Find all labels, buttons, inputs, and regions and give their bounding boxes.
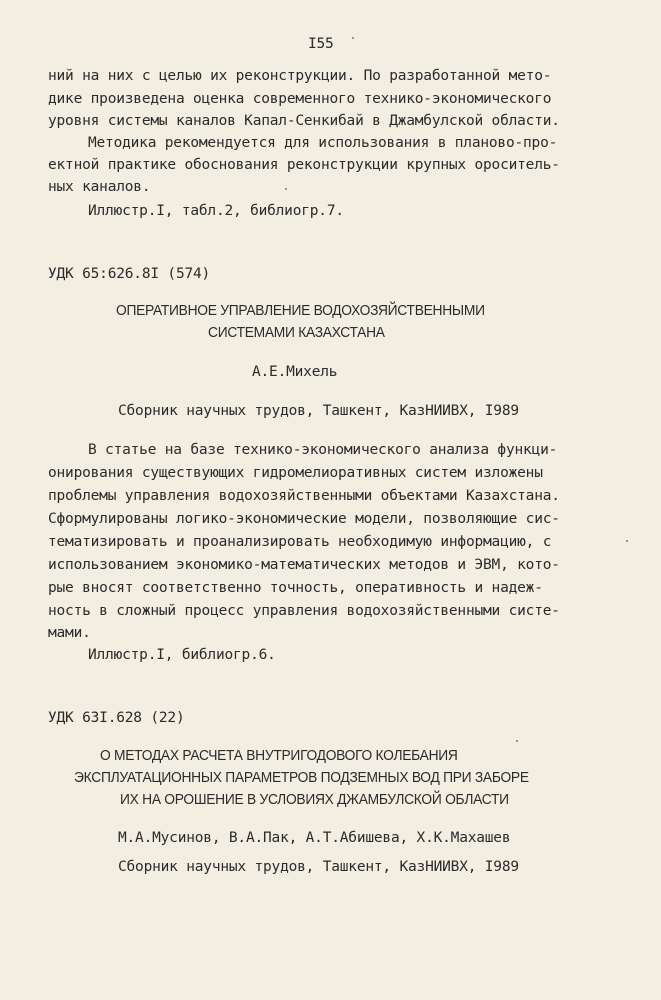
article-source: Сборник научных трудов, Ташкент, КазНИИВХ, I989: [118, 403, 519, 419]
scan-speck: [285, 188, 287, 190]
article-source: Сборник научных трудов, Ташкент, КазНИИВХ, I989: [118, 859, 519, 875]
article-author: А.Е.Михель: [252, 364, 338, 380]
scan-speck: [626, 540, 628, 542]
scan-speck: [516, 740, 518, 742]
article-title-line: ОПЕРАТИВНОЕ УПРАВЛЕНИЕ ВОДОХОЗЯЙСТВЕННЫМИ: [116, 302, 485, 319]
article-title-line: О МЕТОДАХ РАСЧЕТА ВНУТРИГОДОВОГО КОЛЕБАНИЯ: [100, 747, 458, 764]
page-number: I55: [308, 36, 334, 52]
scan-speck: [352, 37, 354, 39]
abstract-line: проблемы управления водохозяйственными объектами Казахстана.: [48, 488, 560, 504]
text-line: ектной практике обоснования реконструкции крупных ороситель-: [48, 157, 560, 173]
abstract-line: Сформулированы логико-экономические модели, позволяющие сис-: [48, 511, 560, 527]
article-title-line: ИХ НА ОРОШЕНИЕ В УСЛОВИЯХ ДЖАМБУЛСКОЙ ОБЛАСТИ: [120, 791, 509, 808]
text-line: ных каналов.: [48, 179, 151, 195]
abstract-line: В статье на базе технико-экономического анализа функци-: [88, 442, 558, 458]
references-line: Иллюстр.I, библиогр.6.: [88, 647, 276, 663]
abstract-line: тематизировать и проанализировать необходимую информацию, с: [48, 534, 552, 550]
references-line: Иллюстр.I, табл.2, библиогр.7.: [88, 203, 344, 219]
text-line: уровня системы каналов Капал-Сенкибай в Джамбулской области.: [48, 113, 560, 129]
text-line: ний на них с целью их реконструкции. По разработанной мето-: [48, 68, 552, 84]
article-title-line: ЭКСПЛУАТАЦИОННЫХ ПАРАМЕТРОВ ПОДЗЕМНЫХ ВОД ПРИ ЗАБОРЕ: [74, 769, 529, 786]
abstract-line: мами.: [48, 625, 91, 641]
abstract-line: использованием экономико-математических методов и ЭВМ, кото-: [48, 557, 560, 573]
abstract-line: ность в сложный процесс управления водохозяйственными систе-: [48, 603, 560, 619]
abstract-line: рые вносят соответственно точность, оперативность и надеж-: [48, 580, 543, 596]
article-title-line: СИСТЕМАМИ КАЗАХСТАНА: [208, 324, 385, 341]
text-line: Методика рекомендуется для использования в планово-про-: [88, 135, 558, 151]
udk-code: УДК 65:626.8I (574): [48, 266, 211, 282]
article-authors: М.А.Мусинов, В.А.Пак, А.Т.Абишева, Х.К.Махашев: [118, 830, 511, 846]
text-line: дике произведена оценка современного технико-экономического: [48, 91, 552, 107]
abstract-line: онирования существующих гидромелиоративных систем изложены: [48, 465, 543, 481]
udk-code: УДК 63I.628 (22): [48, 710, 185, 726]
